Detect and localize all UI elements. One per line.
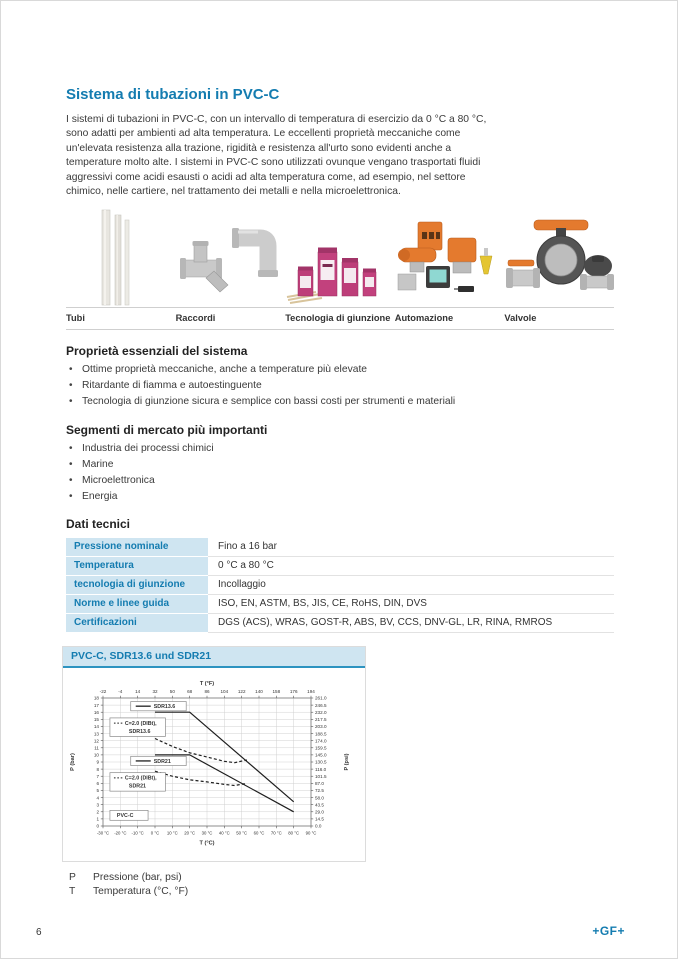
note-pressure — [69, 871, 612, 885]
product-labels-band — [66, 307, 614, 330]
product-label-giunzione: Tecnologia di giunzione — [285, 313, 391, 324]
svg-text:SDR13.6: SDR13.6 — [128, 729, 151, 736]
svg-text:104: 104 — [220, 689, 229, 695]
properties-list — [66, 364, 612, 409]
chart-canvas — [63, 668, 365, 861]
svg-text:18: 18 — [93, 696, 99, 702]
product-label-tubi: Tubi — [66, 313, 85, 324]
svg-text:13: 13 — [93, 731, 99, 737]
product-tubi — [66, 208, 176, 307]
svg-text:14: 14 — [93, 724, 99, 730]
product-valvole — [506, 208, 616, 307]
svg-text:-20 °C: -20 °C — [114, 830, 127, 836]
svg-text:P (psi): P (psi) — [344, 753, 350, 771]
page-content — [1, 1, 677, 898]
svg-text:145.0: 145.0 — [315, 753, 327, 759]
svg-text:10 °C: 10 °C — [166, 830, 178, 836]
svg-text:40 °C: 40 °C — [218, 830, 230, 836]
product-label-automazione: Automazione — [394, 313, 454, 324]
svg-text:72.5: 72.5 — [315, 788, 324, 794]
technical-data-table — [66, 538, 614, 633]
jointing-technology-image — [286, 208, 396, 307]
svg-text:-22: -22 — [99, 689, 107, 695]
table-row-label: Certificazioni — [66, 614, 208, 633]
svg-text:PVC-C: PVC-C — [116, 813, 134, 820]
svg-text:8: 8 — [96, 767, 99, 773]
pipes-image — [66, 208, 176, 307]
svg-text:43.5: 43.5 — [315, 802, 324, 808]
markets-heading: Segmenti di mercato più importanti — [66, 422, 268, 437]
svg-text:C=2.0 (DIBt),: C=2.0 (DIBt), — [124, 776, 157, 783]
svg-text:3: 3 — [96, 802, 99, 808]
list-item: • Microelettronica — [69, 475, 612, 488]
svg-text:12: 12 — [93, 738, 99, 744]
valves-image — [506, 208, 616, 307]
svg-text:2: 2 — [96, 809, 99, 815]
svg-text:6: 6 — [96, 781, 99, 787]
table-row-label: Pressione nominale — [66, 538, 208, 557]
svg-text:10: 10 — [93, 753, 99, 759]
fittings-image — [176, 208, 286, 307]
svg-text:9: 9 — [96, 760, 99, 766]
svg-text:217.5: 217.5 — [315, 717, 327, 723]
svg-text:116.0: 116.0 — [315, 767, 327, 773]
svg-text:232.0: 232.0 — [315, 710, 327, 716]
svg-text:T (°C): T (°C) — [199, 840, 215, 847]
svg-text:11: 11 — [94, 745, 99, 751]
svg-text:P (bar): P (bar) — [70, 753, 76, 772]
svg-text:174.0: 174.0 — [315, 738, 327, 744]
svg-text:16: 16 — [93, 710, 99, 716]
list-item: • Energia — [69, 491, 612, 504]
svg-text:68: 68 — [187, 689, 193, 695]
svg-text:SDR21: SDR21 — [153, 759, 171, 766]
svg-text:101.5: 101.5 — [315, 774, 327, 780]
product-label-valvole: Valvole — [504, 313, 537, 324]
page-title: Sistema di tubazioni in PVC-C — [66, 86, 280, 103]
intro-paragraph: I sistemi di tubazioni in PVC-C, con un intervallo di temperatura di esercizio da 0 °C a 80 °C, sono adatti per ambienti ad alta temperatura. Le eccellenti proprietà meccaniche come un'elevata resistenza alla trazione, rigidità e resistenza all'urto sono evidenti anche a temperature molto alte. I sistemi in PVC-C sono utilizzati ovunque vengano trasportati fluidi aggressivi come acidi esausti o acidi ad alta temperatura come, ad esempio, nel settore chimico, nelle cartiere, nel trattamento dei metalli e nella microelettronica. — [66, 114, 487, 198]
table-row — [66, 576, 614, 595]
technical-heading: Dati tecnici — [66, 517, 131, 532]
svg-text:T (°F): T (°F) — [199, 681, 215, 688]
svg-text:80 °C: 80 °C — [288, 830, 300, 836]
pressure-temperature-chart-box — [62, 646, 366, 862]
svg-text:SDR21: SDR21 — [128, 784, 147, 791]
svg-text:261.0: 261.0 — [315, 696, 327, 702]
svg-text:-30 °C: -30 °C — [96, 830, 110, 836]
note-symbol-p: P — [69, 872, 76, 884]
svg-text:17: 17 — [93, 703, 99, 709]
table-row-value: Fino a 16 bar — [208, 538, 614, 557]
page-number: 6 — [36, 927, 42, 938]
product-giunzione — [286, 208, 396, 307]
note-temperature — [69, 885, 612, 899]
note-symbol-t: T — [69, 885, 76, 897]
table-row-value: 0 °C a 80 °C — [208, 557, 614, 576]
chart-title: PVC-C, SDR13.6 und SDR21 — [63, 647, 365, 668]
svg-text:246.5: 246.5 — [315, 703, 327, 709]
svg-text:14: 14 — [135, 689, 141, 695]
svg-text:14.5: 14.5 — [315, 817, 324, 823]
svg-text:188.5: 188.5 — [315, 731, 327, 737]
chart-notes — [69, 871, 612, 898]
page-footer — [36, 924, 625, 938]
table-row-value: ISO, EN, ASTM, BS, JIS, CE, RoHS, DIN, DVS — [208, 595, 614, 614]
gf-logo: +GF+ — [592, 924, 625, 938]
svg-text:0.0: 0.0 — [315, 824, 322, 830]
automation-image — [396, 208, 506, 307]
svg-text:70 °C: 70 °C — [270, 830, 282, 836]
product-raccordi — [176, 208, 286, 307]
svg-text:20 °C: 20 °C — [184, 830, 196, 836]
svg-text:50: 50 — [169, 689, 175, 695]
product-automazione — [396, 208, 506, 307]
list-item: • Ritardante di fiamma e autoestinguente — [69, 380, 612, 393]
svg-text:32: 32 — [152, 689, 158, 695]
table-row-value: DGS (ACS), WRAS, GOST-R, ABS, BV, CCS, DNV-GL, LR, RINA, RMROS — [208, 614, 614, 633]
svg-text:5: 5 — [96, 788, 99, 794]
markets-list — [66, 443, 612, 504]
svg-text:86: 86 — [204, 689, 210, 695]
list-item: • Ottime proprietà meccaniche, anche a temperature più elevate — [69, 364, 612, 377]
table-row — [66, 538, 614, 557]
table-row — [66, 595, 614, 614]
svg-text:194: 194 — [307, 689, 315, 695]
note-text-p: Pressione (bar, psi) — [93, 872, 182, 884]
note-text-t: Temperatura (°C, °F) — [93, 885, 189, 897]
table-row-label: Temperatura — [66, 557, 208, 576]
svg-text:130.5: 130.5 — [315, 760, 327, 766]
svg-text:203.0: 203.0 — [315, 724, 327, 730]
svg-text:58.0: 58.0 — [315, 795, 324, 801]
svg-text:1: 1 — [96, 817, 99, 823]
svg-text:0 °C: 0 °C — [150, 830, 160, 836]
properties-heading: Proprietà essenziali del sistema — [66, 344, 248, 359]
svg-text:60 °C: 60 °C — [253, 830, 265, 836]
table-row-label: Norme e linee guida — [66, 595, 208, 614]
table-row — [66, 557, 614, 576]
svg-text:122: 122 — [237, 689, 246, 695]
svg-text:-10 °C: -10 °C — [131, 830, 144, 836]
list-item: • Tecnologia di giunzione sicura e semplice con bassi costi per strumenti e materiali — [69, 396, 612, 409]
svg-text:15: 15 — [93, 717, 99, 723]
svg-text:87.0: 87.0 — [315, 781, 324, 787]
svg-text:176: 176 — [289, 689, 298, 695]
svg-text:29.0: 29.0 — [315, 809, 324, 815]
svg-text:158: 158 — [272, 689, 281, 695]
list-item: • Industria dei processi chimici — [69, 443, 612, 456]
svg-text:-4: -4 — [118, 689, 123, 695]
product-label-raccordi: Raccordi — [175, 313, 216, 324]
product-images-row — [66, 208, 614, 307]
svg-text:50 °C: 50 °C — [236, 830, 248, 836]
svg-text:4: 4 — [96, 795, 99, 801]
svg-text:90 °C: 90 °C — [305, 830, 317, 836]
svg-text:140: 140 — [255, 689, 263, 695]
table-row-label: tecnologia di giunzione — [66, 576, 208, 595]
svg-text:159.5: 159.5 — [315, 745, 327, 751]
svg-text:0: 0 — [96, 824, 99, 830]
table-row-value: Incollaggio — [208, 576, 614, 595]
svg-text:30 °C: 30 °C — [201, 830, 213, 836]
table-row — [66, 614, 614, 633]
list-item: • Marine — [69, 459, 612, 472]
svg-text:C=2.0 (DIBt),: C=2.0 (DIBt), — [124, 721, 157, 728]
svg-text:SDR13.6: SDR13.6 — [153, 704, 176, 711]
svg-text:7: 7 — [96, 774, 99, 780]
